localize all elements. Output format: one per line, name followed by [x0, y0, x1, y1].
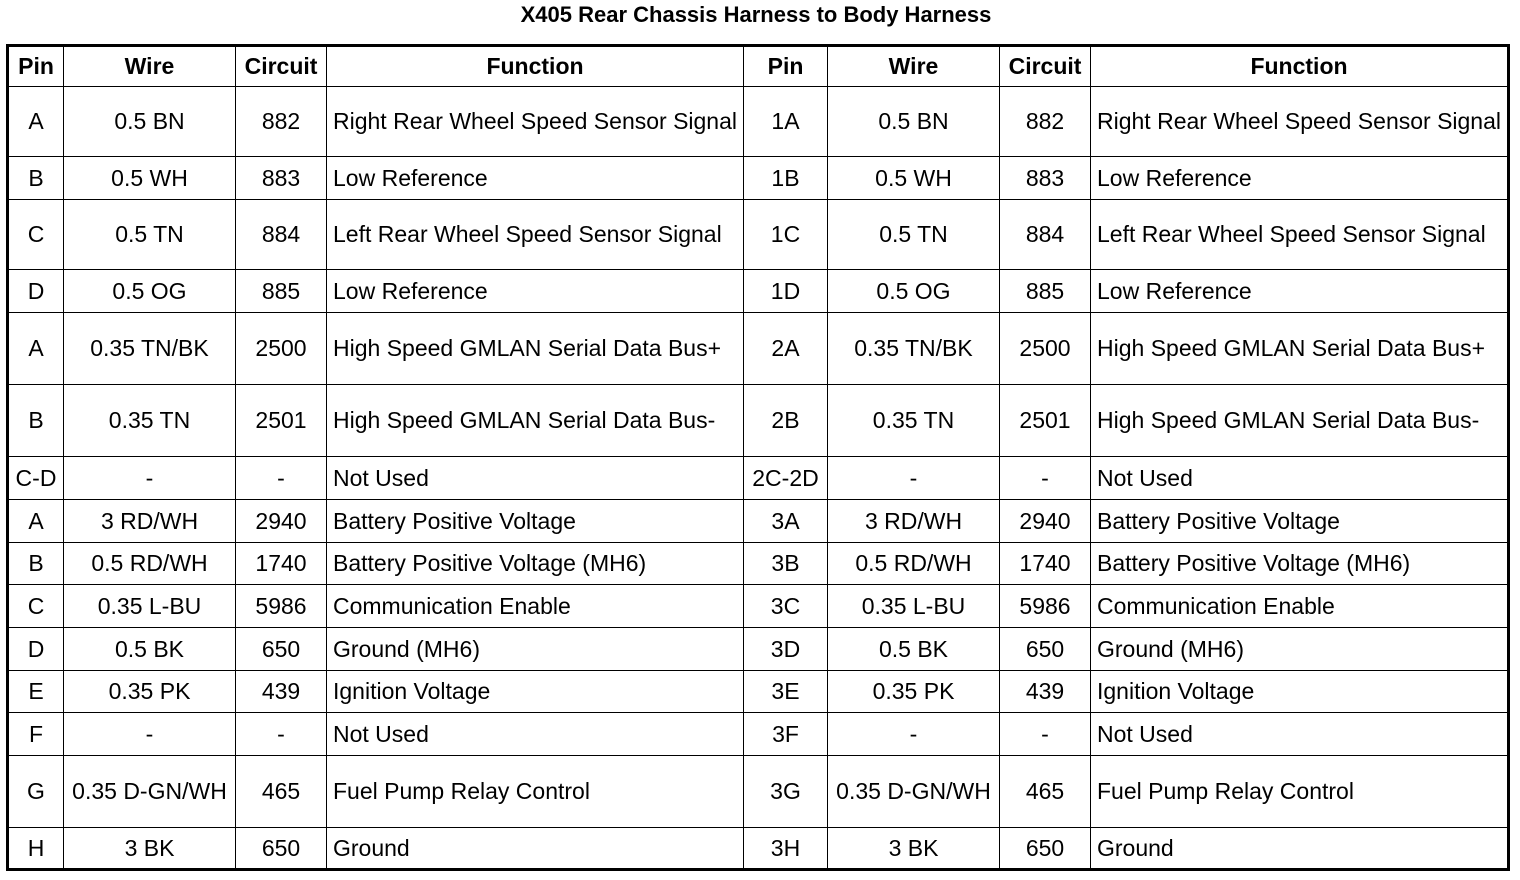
cell-wire-2: 0.5 BN [828, 87, 1000, 157]
cell-function: Ground (MH6) [327, 628, 744, 671]
cell-circuit-2: 650 [1000, 828, 1091, 870]
cell-wire-2: 0.5 RD/WH [828, 543, 1000, 585]
cell-function: Low Reference [327, 270, 744, 313]
cell-circuit-2: 885 [1000, 270, 1091, 313]
cell-pin-2: 2A [744, 313, 828, 385]
cell-wire: 0.35 D-GN/WH [64, 756, 236, 828]
table-row [8, 713, 1509, 756]
cell-wire: 0.35 TN/BK [64, 313, 236, 385]
cell-circuit: - [236, 713, 327, 756]
cell-circuit: 650 [236, 628, 327, 671]
cell-circuit: 2501 [236, 385, 327, 457]
cell-function: Ignition Voltage [327, 671, 744, 713]
cell-function-2: Not Used [1091, 713, 1509, 756]
cell-circuit-2: 883 [1000, 157, 1091, 200]
cell-pin: C-D [8, 457, 64, 500]
table-row [8, 828, 1509, 870]
cell-circuit-2: - [1000, 457, 1091, 500]
cell-pin-2: 3D [744, 628, 828, 671]
header-wire-2: Wire [828, 46, 1000, 87]
cell-wire-2: 0.35 TN [828, 385, 1000, 457]
table-row [8, 585, 1509, 628]
cell-pin-2: 3E [744, 671, 828, 713]
cell-pin: A [8, 87, 64, 157]
cell-function: Not Used [327, 713, 744, 756]
cell-wire-2: 0.35 L-BU [828, 585, 1000, 628]
cell-circuit-2: 884 [1000, 200, 1091, 270]
table-row [8, 543, 1509, 585]
cell-function-2: High Speed GMLAN Serial Data Bus- [1091, 385, 1509, 457]
cell-function: High Speed GMLAN Serial Data Bus+ [327, 313, 744, 385]
cell-circuit-2: 2500 [1000, 313, 1091, 385]
cell-pin: B [8, 157, 64, 200]
cell-wire-2: 0.35 D-GN/WH [828, 756, 1000, 828]
cell-circuit-2: 2501 [1000, 385, 1091, 457]
cell-wire: 0.5 BN [64, 87, 236, 157]
cell-pin: C [8, 200, 64, 270]
cell-circuit: 2940 [236, 500, 327, 543]
cell-circuit-2: - [1000, 713, 1091, 756]
cell-function: Ground [327, 828, 744, 870]
cell-wire-2: 0.35 PK [828, 671, 1000, 713]
table-row [8, 756, 1509, 828]
header-pin-2: Pin [744, 46, 828, 87]
cell-function: Communication Enable [327, 585, 744, 628]
cell-circuit: 884 [236, 200, 327, 270]
cell-function-2: Low Reference [1091, 270, 1509, 313]
cell-pin: G [8, 756, 64, 828]
cell-wire: 3 RD/WH [64, 500, 236, 543]
cell-pin-2: 3C [744, 585, 828, 628]
cell-pin: F [8, 713, 64, 756]
header-circuit-2: Circuit [1000, 46, 1091, 87]
table-row [8, 270, 1509, 313]
cell-pin-2: 1B [744, 157, 828, 200]
cell-circuit: 885 [236, 270, 327, 313]
cell-pin: C [8, 585, 64, 628]
cell-pin-2: 1D [744, 270, 828, 313]
cell-function-2: Fuel Pump Relay Control [1091, 756, 1509, 828]
cell-circuit-2: 439 [1000, 671, 1091, 713]
connector-table [6, 44, 1510, 871]
cell-function: Low Reference [327, 157, 744, 200]
table-row [8, 87, 1509, 157]
cell-pin: E [8, 671, 64, 713]
cell-wire-2: 0.5 TN [828, 200, 1000, 270]
cell-wire: 0.35 TN [64, 385, 236, 457]
cell-pin-2: 3G [744, 756, 828, 828]
cell-function: Left Rear Wheel Speed Sensor Signal [327, 200, 744, 270]
table-row [8, 500, 1509, 543]
cell-wire: 0.5 TN [64, 200, 236, 270]
cell-wire: 0.5 BK [64, 628, 236, 671]
cell-circuit: - [236, 457, 327, 500]
cell-pin-2: 2C-2D [744, 457, 828, 500]
cell-wire-2: 0.5 BK [828, 628, 1000, 671]
cell-circuit-2: 465 [1000, 756, 1091, 828]
cell-circuit: 650 [236, 828, 327, 870]
cell-circuit: 882 [236, 87, 327, 157]
cell-wire: 3 BK [64, 828, 236, 870]
cell-function: Right Rear Wheel Speed Sensor Signal [327, 87, 744, 157]
cell-function: Battery Positive Voltage (MH6) [327, 543, 744, 585]
cell-wire-2: 3 RD/WH [828, 500, 1000, 543]
cell-pin-2: 3F [744, 713, 828, 756]
cell-circuit-2: 2940 [1000, 500, 1091, 543]
table-row [8, 628, 1509, 671]
header-pin: Pin [8, 46, 64, 87]
table-row [8, 157, 1509, 200]
table-row [8, 313, 1509, 385]
cell-circuit-2: 650 [1000, 628, 1091, 671]
table-row [8, 385, 1509, 457]
cell-function: Battery Positive Voltage [327, 500, 744, 543]
cell-wire: 0.5 RD/WH [64, 543, 236, 585]
cell-wire-2: - [828, 457, 1000, 500]
cell-circuit: 465 [236, 756, 327, 828]
cell-wire: 0.5 WH [64, 157, 236, 200]
cell-wire: 0.35 PK [64, 671, 236, 713]
cell-pin-2: 1A [744, 87, 828, 157]
cell-circuit: 1740 [236, 543, 327, 585]
cell-pin-2: 1C [744, 200, 828, 270]
cell-wire: - [64, 457, 236, 500]
cell-pin: D [8, 270, 64, 313]
header-circuit: Circuit [236, 46, 327, 87]
cell-pin: H [8, 828, 64, 870]
table-row [8, 200, 1509, 270]
cell-wire: 0.35 L-BU [64, 585, 236, 628]
cell-function-2: Ground [1091, 828, 1509, 870]
cell-function-2: Ground (MH6) [1091, 628, 1509, 671]
cell-function: High Speed GMLAN Serial Data Bus- [327, 385, 744, 457]
cell-pin: A [8, 313, 64, 385]
header-wire: Wire [64, 46, 236, 87]
cell-function-2: Battery Positive Voltage (MH6) [1091, 543, 1509, 585]
cell-wire: - [64, 713, 236, 756]
cell-wire-2: 0.5 OG [828, 270, 1000, 313]
page-title: X405 Rear Chassis Harness to Body Harness [520, 2, 992, 27]
cell-circuit: 2500 [236, 313, 327, 385]
cell-circuit: 883 [236, 157, 327, 200]
header-function-2: Function [1091, 46, 1509, 87]
cell-pin-2: 2B [744, 385, 828, 457]
cell-pin: D [8, 628, 64, 671]
cell-pin-2: 3H [744, 828, 828, 870]
header-row [8, 46, 1509, 87]
cell-wire-2: - [828, 713, 1000, 756]
cell-function-2: Left Rear Wheel Speed Sensor Signal [1091, 200, 1509, 270]
cell-function: Fuel Pump Relay Control [327, 756, 744, 828]
cell-pin: B [8, 385, 64, 457]
table-row [8, 457, 1509, 500]
cell-function-2: Not Used [1091, 457, 1509, 500]
cell-circuit-2: 1740 [1000, 543, 1091, 585]
cell-circuit: 5986 [236, 585, 327, 628]
cell-function-2: Battery Positive Voltage [1091, 500, 1509, 543]
cell-pin-2: 3A [744, 500, 828, 543]
cell-wire-2: 3 BK [828, 828, 1000, 870]
table-row [8, 671, 1509, 713]
cell-function-2: High Speed GMLAN Serial Data Bus+ [1091, 313, 1509, 385]
cell-function-2: Low Reference [1091, 157, 1509, 200]
cell-wire-2: 0.35 TN/BK [828, 313, 1000, 385]
cell-function-2: Ignition Voltage [1091, 671, 1509, 713]
cell-circuit-2: 5986 [1000, 585, 1091, 628]
cell-function-2: Right Rear Wheel Speed Sensor Signal [1091, 87, 1509, 157]
cell-pin: B [8, 543, 64, 585]
cell-function: Not Used [327, 457, 744, 500]
cell-wire: 0.5 OG [64, 270, 236, 313]
cell-pin: A [8, 500, 64, 543]
cell-circuit: 439 [236, 671, 327, 713]
header-function: Function [327, 46, 744, 87]
cell-circuit-2: 882 [1000, 87, 1091, 157]
cell-wire-2: 0.5 WH [828, 157, 1000, 200]
cell-function-2: Communication Enable [1091, 585, 1509, 628]
cell-pin-2: 3B [744, 543, 828, 585]
